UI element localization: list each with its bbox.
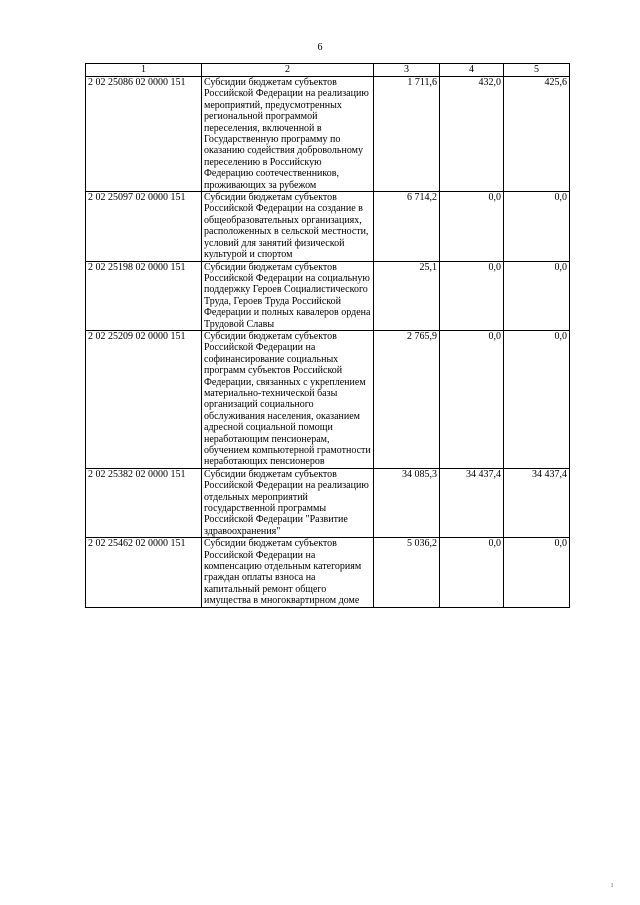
value-col3: 34 085,3 — [374, 468, 440, 537]
column-header: 1 — [86, 64, 202, 77]
row-description: Субсидии бюджетам субъектов Российской Федерации на реализацию отдельных мероприятий государственной программы Российской Федерации "Развитие здравоохранения" — [202, 468, 374, 537]
value-col4: 0,0 — [440, 538, 504, 607]
column-header: 3 — [374, 64, 440, 77]
value-col3: 2 765,9 — [374, 330, 440, 468]
budget-code: 2 02 25382 02 0000 151 — [86, 468, 202, 537]
column-header: 2 — [202, 64, 374, 77]
table-row — [86, 538, 570, 607]
value-col5: 425,6 — [504, 77, 570, 192]
value-col4: 34 437,4 — [440, 468, 504, 537]
value-col5: 0,0 — [504, 192, 570, 261]
table-header-row — [86, 64, 570, 77]
value-col4: 0,0 — [440, 330, 504, 468]
value-col5: 0,0 — [504, 330, 570, 468]
value-col3: 25,1 — [374, 261, 440, 330]
budget-code: 2 02 25097 02 0000 151 — [86, 192, 202, 261]
table-row — [86, 330, 570, 468]
budget-code: 2 02 25209 02 0000 151 — [86, 330, 202, 468]
value-col3: 6 714,2 — [374, 192, 440, 261]
table-row — [86, 261, 570, 330]
row-description: Субсидии бюджетам субъектов Российской Федерации на софинансирование социальных программ субъектов Российской Федерации, связанных с укреплением материально-технической базы организаций социального обслуживания населения, оказанием адресной социальной помощи неработающим пенсионерам, обучением компьютерной грамотности неработающих пенсионеров — [202, 330, 374, 468]
row-description: Субсидии бюджетам субъектов Российской Федерации на реализацию мероприятий, предусмотренных региональной программой переселения, включенной в Государственную программу по оказанию содействия добровольному переселению в Российскую Федерацию соотечественников, проживающих за рубежом — [202, 77, 374, 192]
column-header: 4 — [440, 64, 504, 77]
budget-code: 2 02 25462 02 0000 151 — [86, 538, 202, 607]
stray-mark: ı — [611, 880, 614, 889]
budget-code: 2 02 25198 02 0000 151 — [86, 261, 202, 330]
budget-table — [85, 63, 570, 608]
budget-code: 2 02 25086 02 0000 151 — [86, 77, 202, 192]
value-col5: 0,0 — [504, 261, 570, 330]
value-col4: 0,0 — [440, 192, 504, 261]
value-col4: 432,0 — [440, 77, 504, 192]
row-description: Субсидии бюджетам субъектов Российской Федерации на социальную поддержку Героев Социалистического Труда, Героев Труда Российской Федерации и полных кавалеров ордена Трудовой Славы — [202, 261, 374, 330]
value-col4: 0,0 — [440, 261, 504, 330]
table-row — [86, 192, 570, 261]
value-col3: 5 036,2 — [374, 538, 440, 607]
value-col5: 34 437,4 — [504, 468, 570, 537]
table-row — [86, 77, 570, 192]
table-row — [86, 468, 570, 537]
page-number: 6 — [317, 42, 323, 53]
row-description: Субсидии бюджетам субъектов Российской Федерации на создание в общеобразовательных организациях, расположенных в сельской местности, условий для занятий физической культурой и спортом — [202, 192, 374, 261]
value-col3: 1 711,6 — [374, 77, 440, 192]
row-description: Субсидии бюджетам субъектов Российской Федерации на компенсацию отдельным категориям граждан оплаты взноса на капитальный ремонт общего имущества в многоквартирном доме — [202, 538, 374, 607]
value-col5: 0,0 — [504, 538, 570, 607]
column-header: 5 — [504, 64, 570, 77]
